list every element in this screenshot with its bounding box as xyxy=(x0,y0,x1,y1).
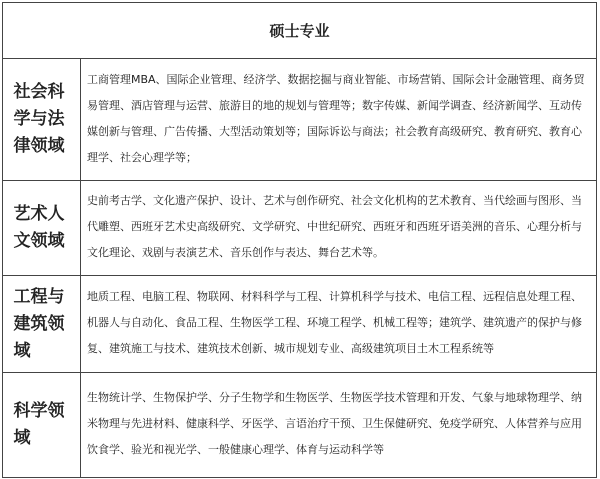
program-list xyxy=(81,59,597,181)
program-line: 析与文化理论、戏剧与表演艺术、音乐创作与表达、舞台艺术等。 xyxy=(87,220,582,259)
program-line: 工商管理MBA、国际企业管理、经济学、数据挖掘与商业智能、市场营销、国际会计金融管理、商务 xyxy=(87,72,574,86)
field-name xyxy=(3,276,81,373)
program-line: 贸易管理、酒店管理与运营、旅游目的地的规划与管理等；数字传媒、新闻学调查、经济新闻学、互 xyxy=(87,72,585,112)
program-line: 纳米物理与先进材料、健康科学、牙医学、言语治疗干预、卫生保健研究、免疫学研究、人体营养与 xyxy=(87,391,582,430)
field-label: 社会科学与法律领域 xyxy=(13,82,65,156)
program-line: 应用饮食学、验光和视光学、一般健康心理学、体育与运动科学等 xyxy=(87,417,582,456)
program-line: 史前考古学、文化遗产保护、设计、艺术与创作研究、社会文化机构的艺术教育、当代绘画与图形、 xyxy=(87,194,571,207)
program-list xyxy=(81,373,597,478)
masters-programs-table xyxy=(2,2,597,478)
table-row xyxy=(3,276,597,373)
program-line: 地质工程、电脑工程、物联网、材料科学与工程、计算机科学与技术、电信工程、远程信息处理工 xyxy=(87,290,560,303)
program-list xyxy=(81,276,597,373)
field-name xyxy=(3,181,81,276)
field-label: 工程与建筑领域 xyxy=(13,286,65,361)
field-name xyxy=(3,373,81,478)
program-line: 程、机器人与自动化、食品工程、生物医学工程、环境工程学、机械工程等；建筑学、建筑遗产的保 xyxy=(87,290,582,329)
table-row xyxy=(3,373,597,478)
field-name xyxy=(3,59,81,181)
table-row xyxy=(3,59,597,181)
program-line: 护与修复、建筑施工与技术、建筑技术创新、城市规划专业、高级建筑项目土木工程系统等 xyxy=(87,316,582,355)
program-line: 教育心理学、社会心理学等； xyxy=(87,124,582,164)
field-label: 科学领域 xyxy=(13,401,65,448)
program-line: 动传媒创新与管理、广告传播、大型活动策划等；国际诉讼与商法；社会教育高级研究、教育研究、 xyxy=(87,98,582,138)
program-list xyxy=(81,181,597,276)
program-line: 生物统计学、生物保护学、分子生物学和生物医学、生物医学技术管理和开发、气象与地球物理学、 xyxy=(87,391,571,404)
field-label: 艺术人文领域 xyxy=(13,204,65,251)
program-line: 当代雕塑、西班牙艺术史高级研究、文学研究、中世纪研究、西班牙和西班牙语美洲的音乐、心理分 xyxy=(87,194,582,233)
table-title: 硕士专业 xyxy=(3,3,597,59)
table-row xyxy=(3,181,597,276)
